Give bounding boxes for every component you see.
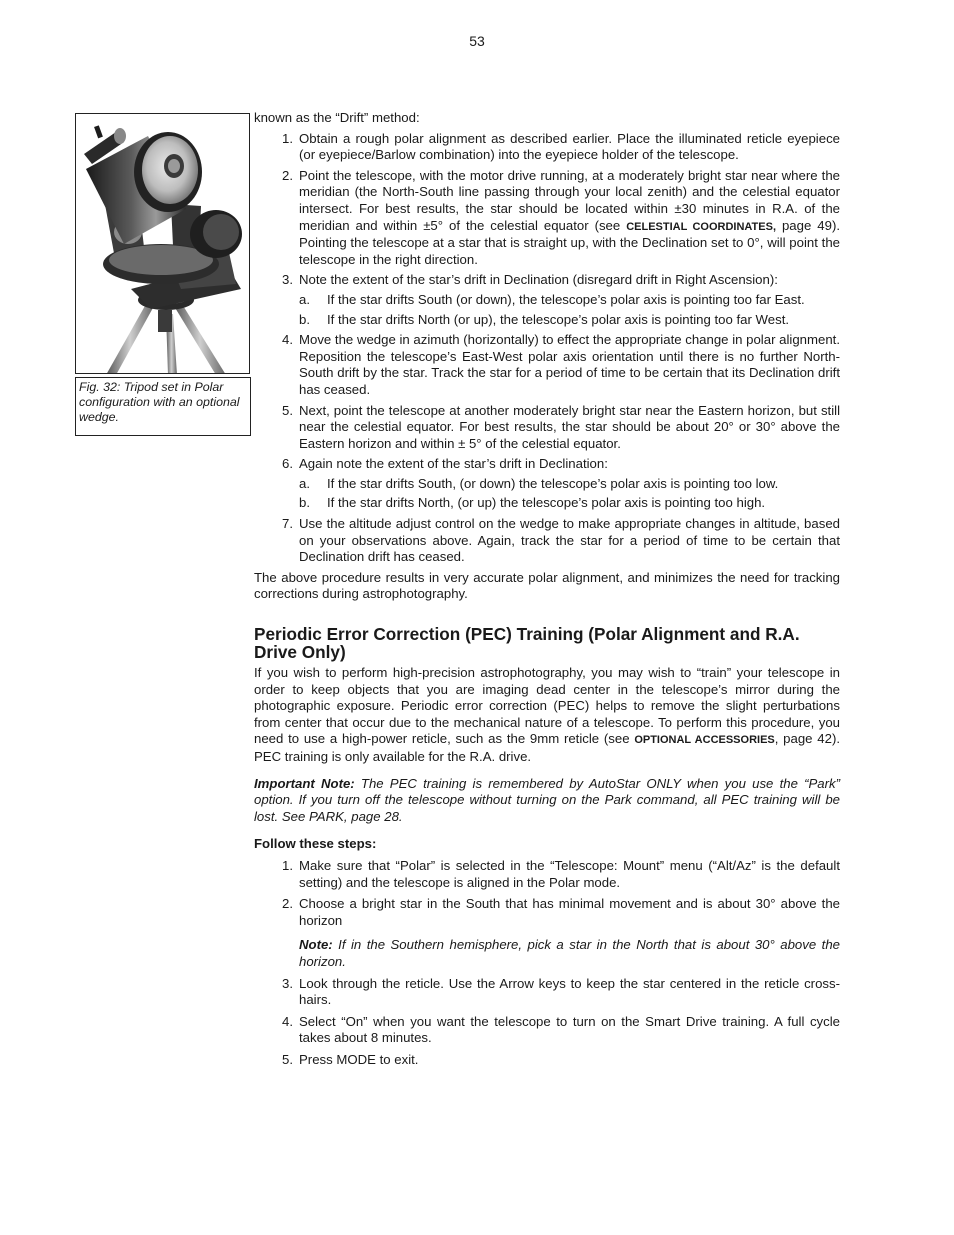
pec-paragraph: If you wish to perform high-precision astrophotography, you may wish to “train” your telescope in order to keep objects that you are imaging dead center in the telescope’s mirror during the photographic exposure. Periodic error correction (PEC) helps to remove the slight perturbations from center that occur due to the mechanical nature of a telescope. To perform this procedure, you need to use a high-power reticle, such as the 9mm reticle (see OPTIONAL ACCESSORIES, page 42). PEC training is only available for the R.A. drive. [254, 665, 840, 764]
list-item: 4. Select “On” when you want the telescope to turn on the Smart Drive training. A full cycle takes about 8 minutes. [282, 1013, 840, 1046]
cross-reference: OPTIONAL ACCESSORIES [634, 734, 775, 747]
figure-caption: Fig. 32: Tripod set in Polar configuration with an optional wedge. [75, 377, 251, 436]
list-item: 2. Point the telescope, with the motor drive running, at a moderately bright star near where the meridian (the North-South line passing through your local zenith) and the celestial equator intersect. For best results, the star should be located within ±30 minutes in R.A. of the meridian and within ±5° of the celestial equator (see CELESTIAL COORDINATES, page 49). Pointing the telescope at a star that is straight up, with the Declination set to 0°, will point the telescope in the right direction. [282, 167, 840, 267]
sub-list-item: a. If the star drifts South (or down), the telescope’s polar axis is pointing too far East. [299, 291, 805, 307]
intro-text: known as the “Drift” method: [254, 110, 420, 125]
list-item: 3. Note the extent of the star’s drift in Declination (disregard drift in Right Ascension): a. If the star drifts South (or down), the telescope’s polar axis is pointing too far East. b. If the star drifts North (or up), the telescope’s polar axis is pointing too far West. [254, 272, 840, 328]
list-item: 7. Use the altitude adjust control on the wedge to make appropriate changes in altitude, based on your observations above. Again, track the star for a period of time to be certain that Declination drift has ceased. [282, 516, 840, 565]
follow-steps-label: Follow these steps: [254, 836, 377, 852]
section-heading: Periodic Error Correction (PEC) Training (Polar Alignment and R.A. Drive Only) [254, 624, 800, 663]
list-item: 2. Choose a bright star in the South that has minimal movement and is about 30° above the horizon Note: If in the Southern hemisphere, pick a star in the North that is about 30° above the horizon. [282, 896, 840, 969]
telescope-photo [75, 113, 250, 374]
sub-list-item: b. If the star drifts North (or up), the telescope’s polar axis is pointing too far West. [299, 311, 790, 327]
sub-list [299, 476, 840, 512]
important-note: Important Note: The PEC training is remembered by AutoStar ONLY when you use the “Park” option. If you turn off the telescope without turning on the Park command, all PEC training will be lost. See PARK, page 28. [254, 775, 840, 824]
cross-reference: CELESTIAL COORDINATES, [626, 220, 776, 233]
list-item: 6. Again note the extent of the star’s drift in Declination: a. If the star drifts South, (or down) the telescope’s polar axis is pointing too low. b. If the star drifts North, (or up) the telescope’s polar axis is pointing too high. [254, 456, 840, 512]
page-number: 53 [469, 33, 485, 49]
sub-list-item: a. If the star drifts South, (or down) the telescope’s polar axis is pointing too low. [299, 475, 779, 491]
list-item: 1. Obtain a rough polar alignment as described earlier. Place the illuminated reticle eyepiece (or eyepiece/Barlow combination) into the eyepiece holder of the telescope. [282, 130, 840, 163]
list-item: 4. Move the wedge in azimuth (horizontally) to effect the appropriate change in polar alignment. Reposition the telescope’s East-West polar axis orientation until there is no further North-South drift by the star. Track the star for a period of time to be certain that its Declination drift has ceased. [282, 332, 840, 397]
list-item: 1. Make sure that “Polar” is selected in the “Telescope: Mount” menu (“Alt/Az” is the default setting) and the telescope is aligned in the Polar mode. [282, 857, 840, 890]
telescope-on-wedge-illustration [76, 114, 250, 374]
main-text-column [254, 110, 840, 1069]
list-item: 5. Press MODE to exit. [282, 1051, 419, 1067]
summary-paragraph: The above procedure results in very accurate polar alignment, and minimizes the need for tracking corrections during astrophotography. [254, 569, 840, 602]
inline-note: Note: If in the Southern hemisphere, pick a star in the North that is about 30° above the horizon. [299, 937, 840, 969]
list-item: 3. Look through the reticle. Use the Arrow keys to keep the star centered in the reticle cross-hairs. [282, 975, 840, 1008]
pec-steps [254, 858, 840, 1069]
drift-method-steps [254, 131, 840, 566]
sub-list [299, 292, 840, 328]
list-item: 5. Next, point the telescope at another moderately bright star near the Eastern horizon, but still near the celestial equator. For best results, the star should be about 20° or 30° above the Eastern horizon and within ± 5° of the celestial equator. [282, 402, 840, 451]
sub-list-item: b. If the star drifts North, (or up) the telescope’s polar axis is pointing too high. [299, 495, 766, 511]
